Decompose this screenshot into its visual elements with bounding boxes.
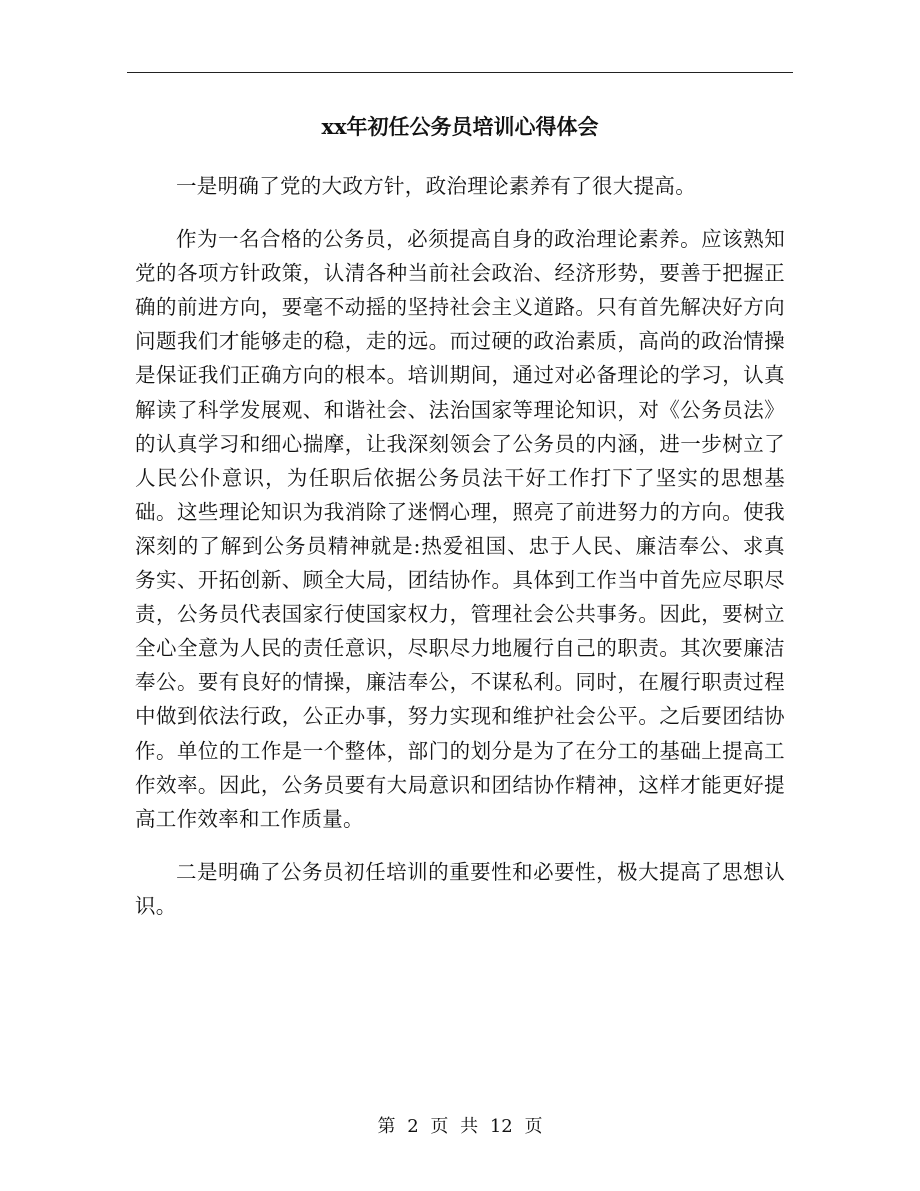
- header-rule: [127, 72, 793, 73]
- paragraph-3: 二是明确了公务员初任培训的重要性和必要性，极大提高了思想认识。: [135, 859, 785, 918]
- paragraph-2: 作为一名合格的公务员，必须提高自身的政治理论素养。应该熟知党的各项方针政策，认清各种当前社会政治、经济形势，要善于把握正确的前进方向，要毫不动摇的坚持社会主义道路。只有首先解决好方向问题我们才能够走的稳，走的远。而过硬的政治素质，高尚的政治情操是保证我们正确方向的根本。培训期间，通过对必备理论的学习，认真解读了科学发展观、和谐社会、法治国家等理论知识，对《公务员法》的认真学习和细心揣摩，让我深刻领会了公务员的内涵，进一步树立了人民公仆意识，为任职后依据公务员法干好工作打下了坚实的思想基础。这些理论知识为我消除了迷惘心理，照亮了前进努力的方向。使我深刻的了解到公务员精神就是:热爱祖国、忠于人民、廉洁奉公、求真务实、开拓创新、顾全大局，团结协作。具体到工作当中首先应尽职尽责，公务员代表国家行使国家权力，管理社会公共事务。因此，要树立全心全意为人民的责任意识，尽职尽力地履行自己的职责。其次要廉洁奉公。要有良好的情操，廉洁奉公，不谋私利。同时，在履行职责过程中做到依法行政，公正办事，努力实现和维护社会公平。之后要团结协作。单位的工作是一个整体，部门的划分是为了在分工的基础上提高工作效率。因此，公务员要有大局意识和团结协作精神，这样才能更好提高工作效率和工作质量。: [135, 227, 785, 831]
- document-title: xx年初任公务员培训心得体会: [321, 114, 599, 139]
- paragraph-1: 一是明确了党的大政方针，政治理论素养有了很大提高。: [176, 174, 696, 198]
- page-number-footer: 第 2 页 共 12 页: [377, 1116, 543, 1137]
- document-body: [135, 169, 785, 942]
